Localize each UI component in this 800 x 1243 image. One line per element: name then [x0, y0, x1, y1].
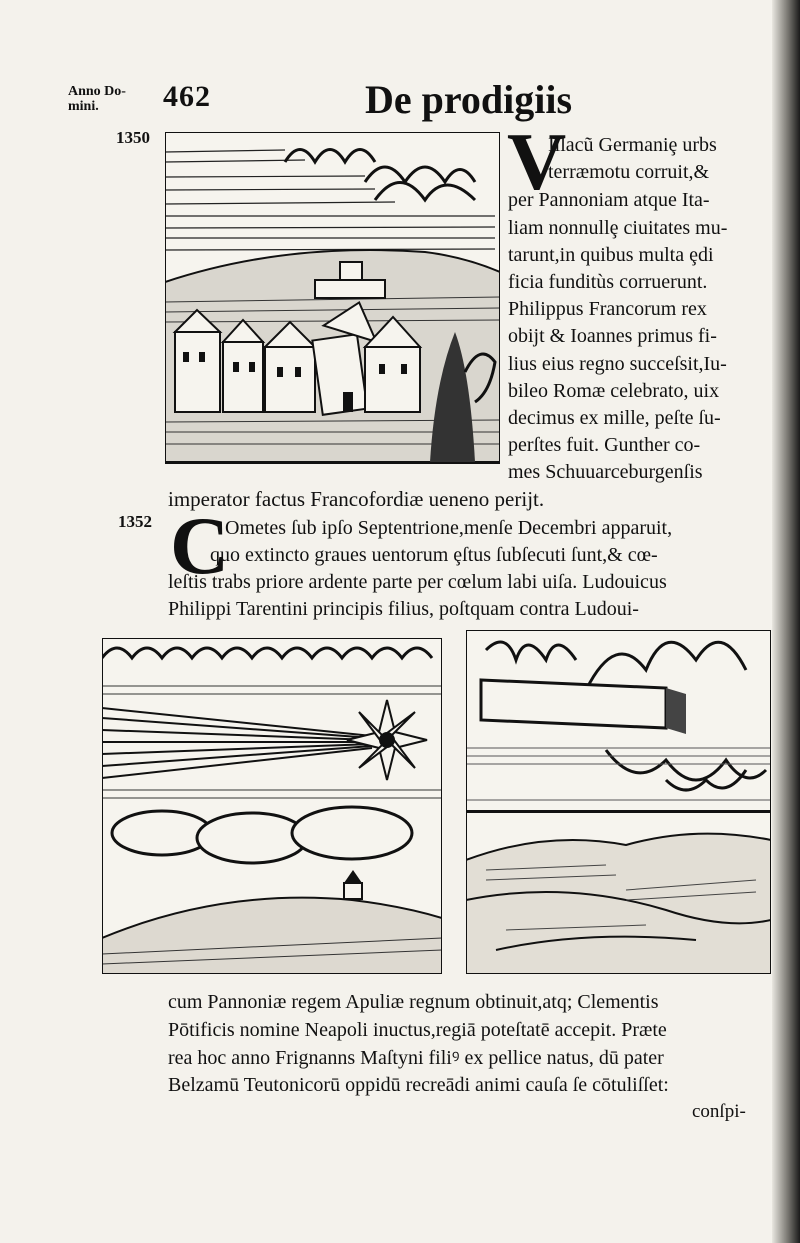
- text-line: decimus ex mille, peſte ſu-: [508, 407, 721, 429]
- text-line: Illacũ Germaniȩ urbs: [548, 134, 717, 156]
- text-line: mes Schuuarceburgenſis: [508, 461, 703, 483]
- text-line: Philippus Francorum rex: [508, 298, 707, 320]
- text-line: Pōtificis nomine Neapoli inuctus,regiā poteſtatē accepit. Præte: [168, 1019, 667, 1041]
- text-line: bileo Romæ celebrato, uix: [508, 380, 720, 402]
- text-line: cum Pannoniæ regem Apuliæ regnum obtinuit,atq; Clementis: [168, 991, 659, 1013]
- text-line: Ometes ſub ipſo Septentrione,menſe Decembri apparuit,: [225, 517, 673, 539]
- text-line: ficia funditùs corruerunt.: [508, 271, 708, 293]
- anno-domini-label: [68, 84, 126, 114]
- page-edge-shadow: [772, 0, 800, 1243]
- text-line: per Pannoniam atque Ita-: [508, 189, 710, 211]
- drop-cap-v: V: [507, 116, 567, 207]
- woodcut-burning-beam: [466, 630, 771, 974]
- drop-cap-c: C: [170, 500, 230, 591]
- text-line: leſtis trabs priore ardente parte per cœlum labi uiſa. Ludouicus: [168, 571, 667, 593]
- running-title: De prodigiis: [365, 77, 573, 122]
- text-line: perſtes fuit. Gunther co-: [508, 434, 701, 456]
- text-line: imperator factus Francofordiæ ueneno perijt.: [168, 487, 545, 511]
- text-line: Philippi Tarentini principis filius, poſtquam contra Ludoui-: [168, 598, 639, 620]
- woodcut-earthquake-town: [165, 132, 500, 464]
- text-line: liam nonnullȩ ciuitates mu-: [508, 217, 728, 239]
- text-line: rea hoc anno Frignanns Maſtyni filiꝰ ex pellice natus, dū pater: [168, 1047, 664, 1069]
- text-line: lius eius regno succeſsit,Iu-: [508, 353, 727, 375]
- year-note-1352: 1352: [118, 512, 152, 531]
- text-line: obijt & Ioannes primus fi-: [508, 325, 717, 347]
- page-number: 462: [163, 80, 211, 113]
- text-line: tarunt,in quibus multa ȩdi: [508, 244, 714, 266]
- text-line: Belzamū Teutonicorū oppidū recreādi animi cauſa ſe cōtuliſſet:: [168, 1074, 669, 1096]
- year-note-1350: 1350: [116, 128, 150, 147]
- text-line: quo extincto graues uentorum ȩſtus ſubſecuti ſunt,& cœ-: [210, 544, 658, 566]
- anno-line-1: Anno Do-: [68, 84, 126, 99]
- anno-line-2: mini.: [68, 99, 99, 114]
- catchword: conſpi-: [692, 1101, 746, 1122]
- woodcut-comet: [102, 638, 442, 974]
- text-line: terræmotu corruit,&: [548, 161, 710, 183]
